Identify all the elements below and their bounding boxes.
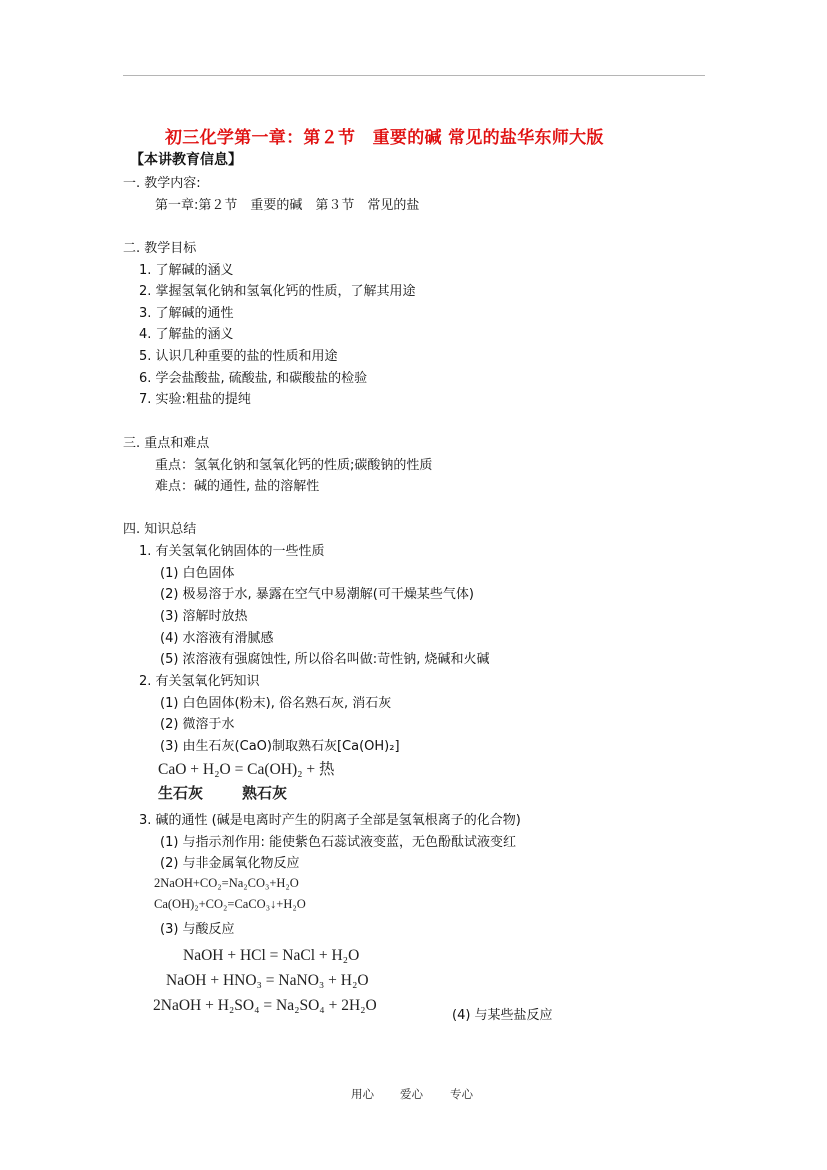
goal-item: 7. 实验:粗盐的提纯	[139, 392, 251, 407]
s1-item: (4) 水溶液有滑腻感	[160, 631, 274, 646]
footer-text: 用心	[351, 1087, 374, 1101]
goal-item: 2. 掌握氢氧化钠和氢氧化钙的性质，了解其用途	[139, 284, 416, 299]
s3-title: 3. 碱的通性 (碱是电离时产生的阴离子全部是氢氧根离子的化合物)	[139, 813, 521, 828]
s3-item-acid: (3) 与酸反应	[160, 922, 235, 937]
s2-item: (3) 由生石灰(CaO)制取熟石灰[Ca(OH)₂]	[160, 739, 400, 754]
quicklime-label: 生石灰	[158, 784, 204, 802]
slaked-lime-label: 熟石灰	[242, 784, 288, 802]
part4-heading: 四. 知识总结	[123, 522, 197, 537]
s1-item: (3) 溶解时放热	[160, 609, 248, 624]
document-title: 初三化学第一章：第２节 重要的碱 常见的盐华东师大版	[165, 128, 604, 148]
section-header: 【本讲教育信息】	[130, 152, 242, 168]
s2-item: (1) 白色固体(粉末), 俗名熟石灰, 消石灰	[160, 696, 392, 711]
co2-equation-1: 2NaOH+CO₂=Na₂CO₃+H₂O	[154, 876, 299, 890]
s1-title: 1. 有关氢氧化钠固体的一些性质	[139, 544, 325, 559]
s2-title: 2. 有关氢氧化钙知识	[139, 674, 260, 689]
goal-item: 4. 了解盐的涵义	[139, 327, 234, 342]
part3-heading: 三. 重点和难点	[123, 436, 210, 451]
part1-line: 第一章:第２节 重要的碱 第３节 常见的盐	[155, 198, 420, 213]
s1-item: (2) 极易溶于水, 暴露在空气中易潮解(可干燥某些气体)	[160, 587, 474, 602]
s1-item: (1) 白色固体	[160, 566, 235, 581]
goal-item: 5. 认识几种重要的盐的性质和用途	[139, 349, 338, 364]
goal-item: 1. 了解碱的涵义	[139, 263, 234, 278]
co2-equation-2: Ca(OH)₂+CO₂=CaCO₃↓+H₂O	[154, 897, 306, 911]
goal-item: 6. 学会盐酸盐, 硫酸盐, 和碳酸盐的检验	[139, 371, 368, 386]
acid-equation: NaOH + HNO₃ = NaNO₃ + H₂O	[166, 972, 369, 989]
goal-item: 3. 了解碱的通性	[139, 306, 234, 321]
difficult-points: 难点：碱的通性, 盐的溶解性	[155, 479, 320, 494]
header-rule	[123, 75, 705, 76]
part2-heading: 二. 教学目标	[123, 241, 197, 256]
key-points: 重点：氢氧化钠和氢氧化钙的性质;碳酸钠的性质	[155, 458, 433, 473]
s3-item: (2) 与非金属氧化物反应	[160, 856, 300, 871]
footer-text: 专心	[450, 1087, 473, 1101]
acid-equation: NaOH + HCl = NaCl + H₂O	[183, 947, 360, 964]
cao-equation: CaO + H₂O = Ca(OH)₂ + 热	[158, 761, 335, 778]
footer-text: 爱心	[400, 1087, 423, 1101]
s1-item: (5) 浓溶液有强腐蚀性, 所以俗名叫做:苛性钠, 烧碱和火碱	[160, 652, 490, 667]
s3-item-salt: (4) 与某些盐反应	[452, 1008, 553, 1023]
s2-item: (2) 微溶于水	[160, 717, 235, 732]
s3-item: (1) 与指示剂作用: 能使紫色石蕊试液变蓝，无色酚酞试液变红	[160, 835, 517, 850]
acid-equation: 2NaOH + H₂SO₄ = Na₂SO₄ + 2H₂O	[153, 997, 377, 1014]
part1-heading: 一. 教学内容:	[123, 176, 201, 191]
